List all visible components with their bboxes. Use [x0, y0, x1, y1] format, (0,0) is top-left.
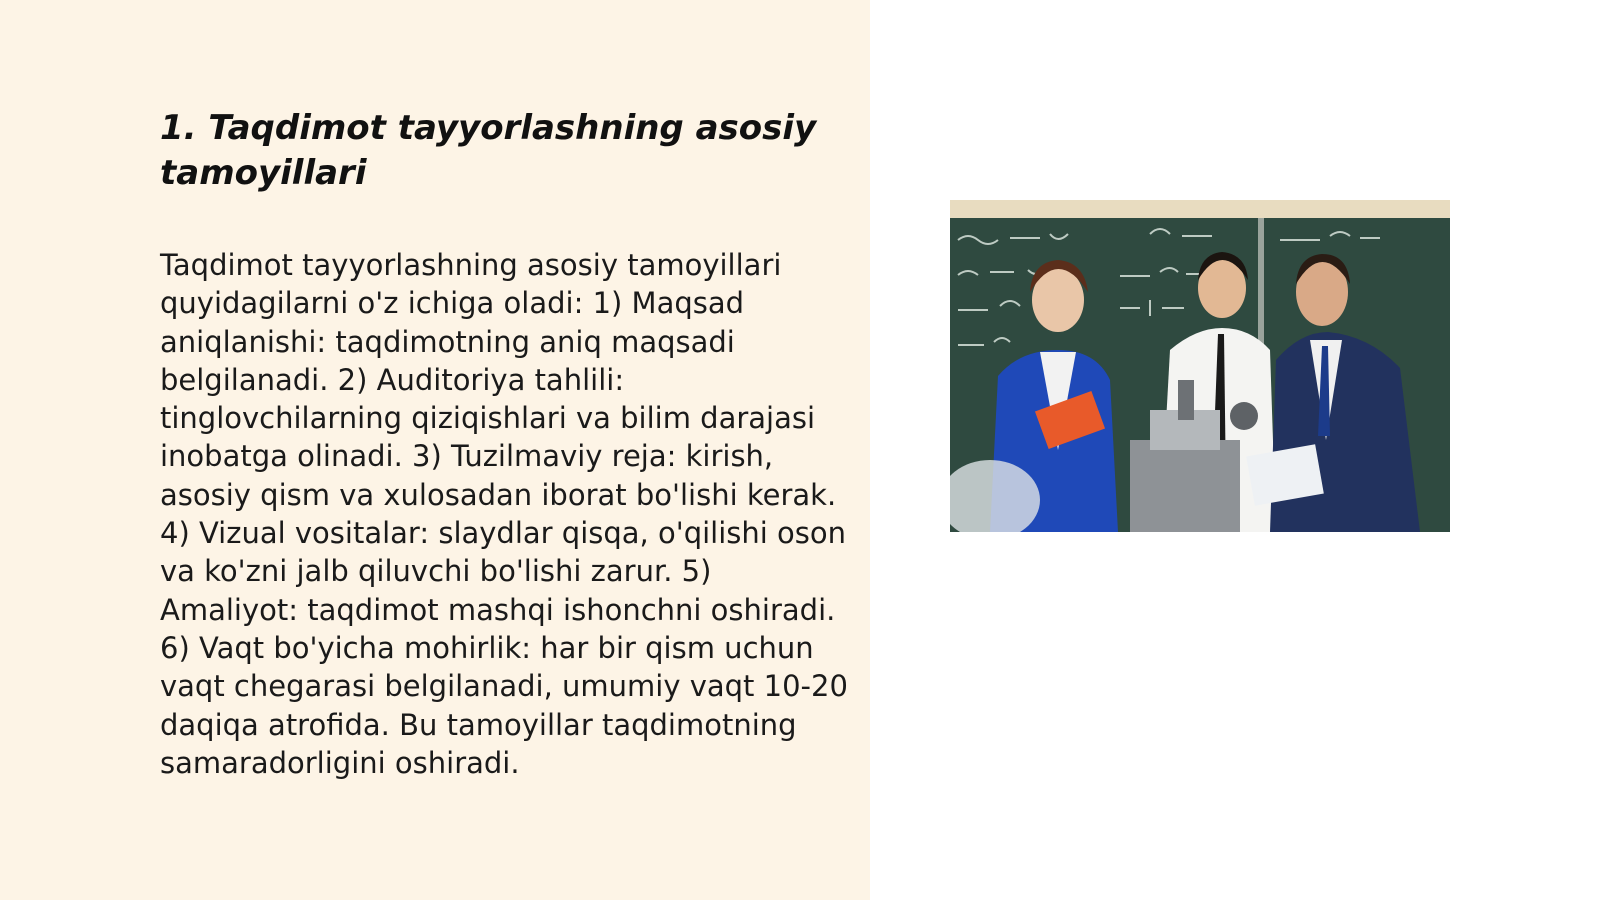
slide-title: 1. Taqdimot tayyorlashning asosiy tamoyillari: [160, 108, 817, 193]
slide-body: Taqdimot tayyorlashning asosiy tamoyillari quyidagilarni o'z ichiga oladi: 1) Maqsad aniqlanishi: taqdimotning aniq maqsadi belgilanadi. 2) Auditoriya tahlili: tinglovchilarning qiziqishlari va bilim darajasi inobatga olinadi. 3) Tuzilmaviy reja: kirish, asosiy qism va xulosadan iborat bo'lishi kerak. 4) Vizual vositalar: slaydlar qisqa, o'qilishi oson va ko'zni jalb qiluvchi bo'lishi zarur. 5) Amaliyot: taqdimot mashqi ishonchni oshiradi. 6) Vaqt bo'yicha mohirlik: har bir qism uchun vaqt chegarasi belgilanadi, umumiy vaqt 10-20 daqiqa atrofida. Bu tamoyillar taqdimotning samaradorligini oshiradi.: [160, 248, 848, 780]
classroom-photo: [950, 200, 1450, 532]
